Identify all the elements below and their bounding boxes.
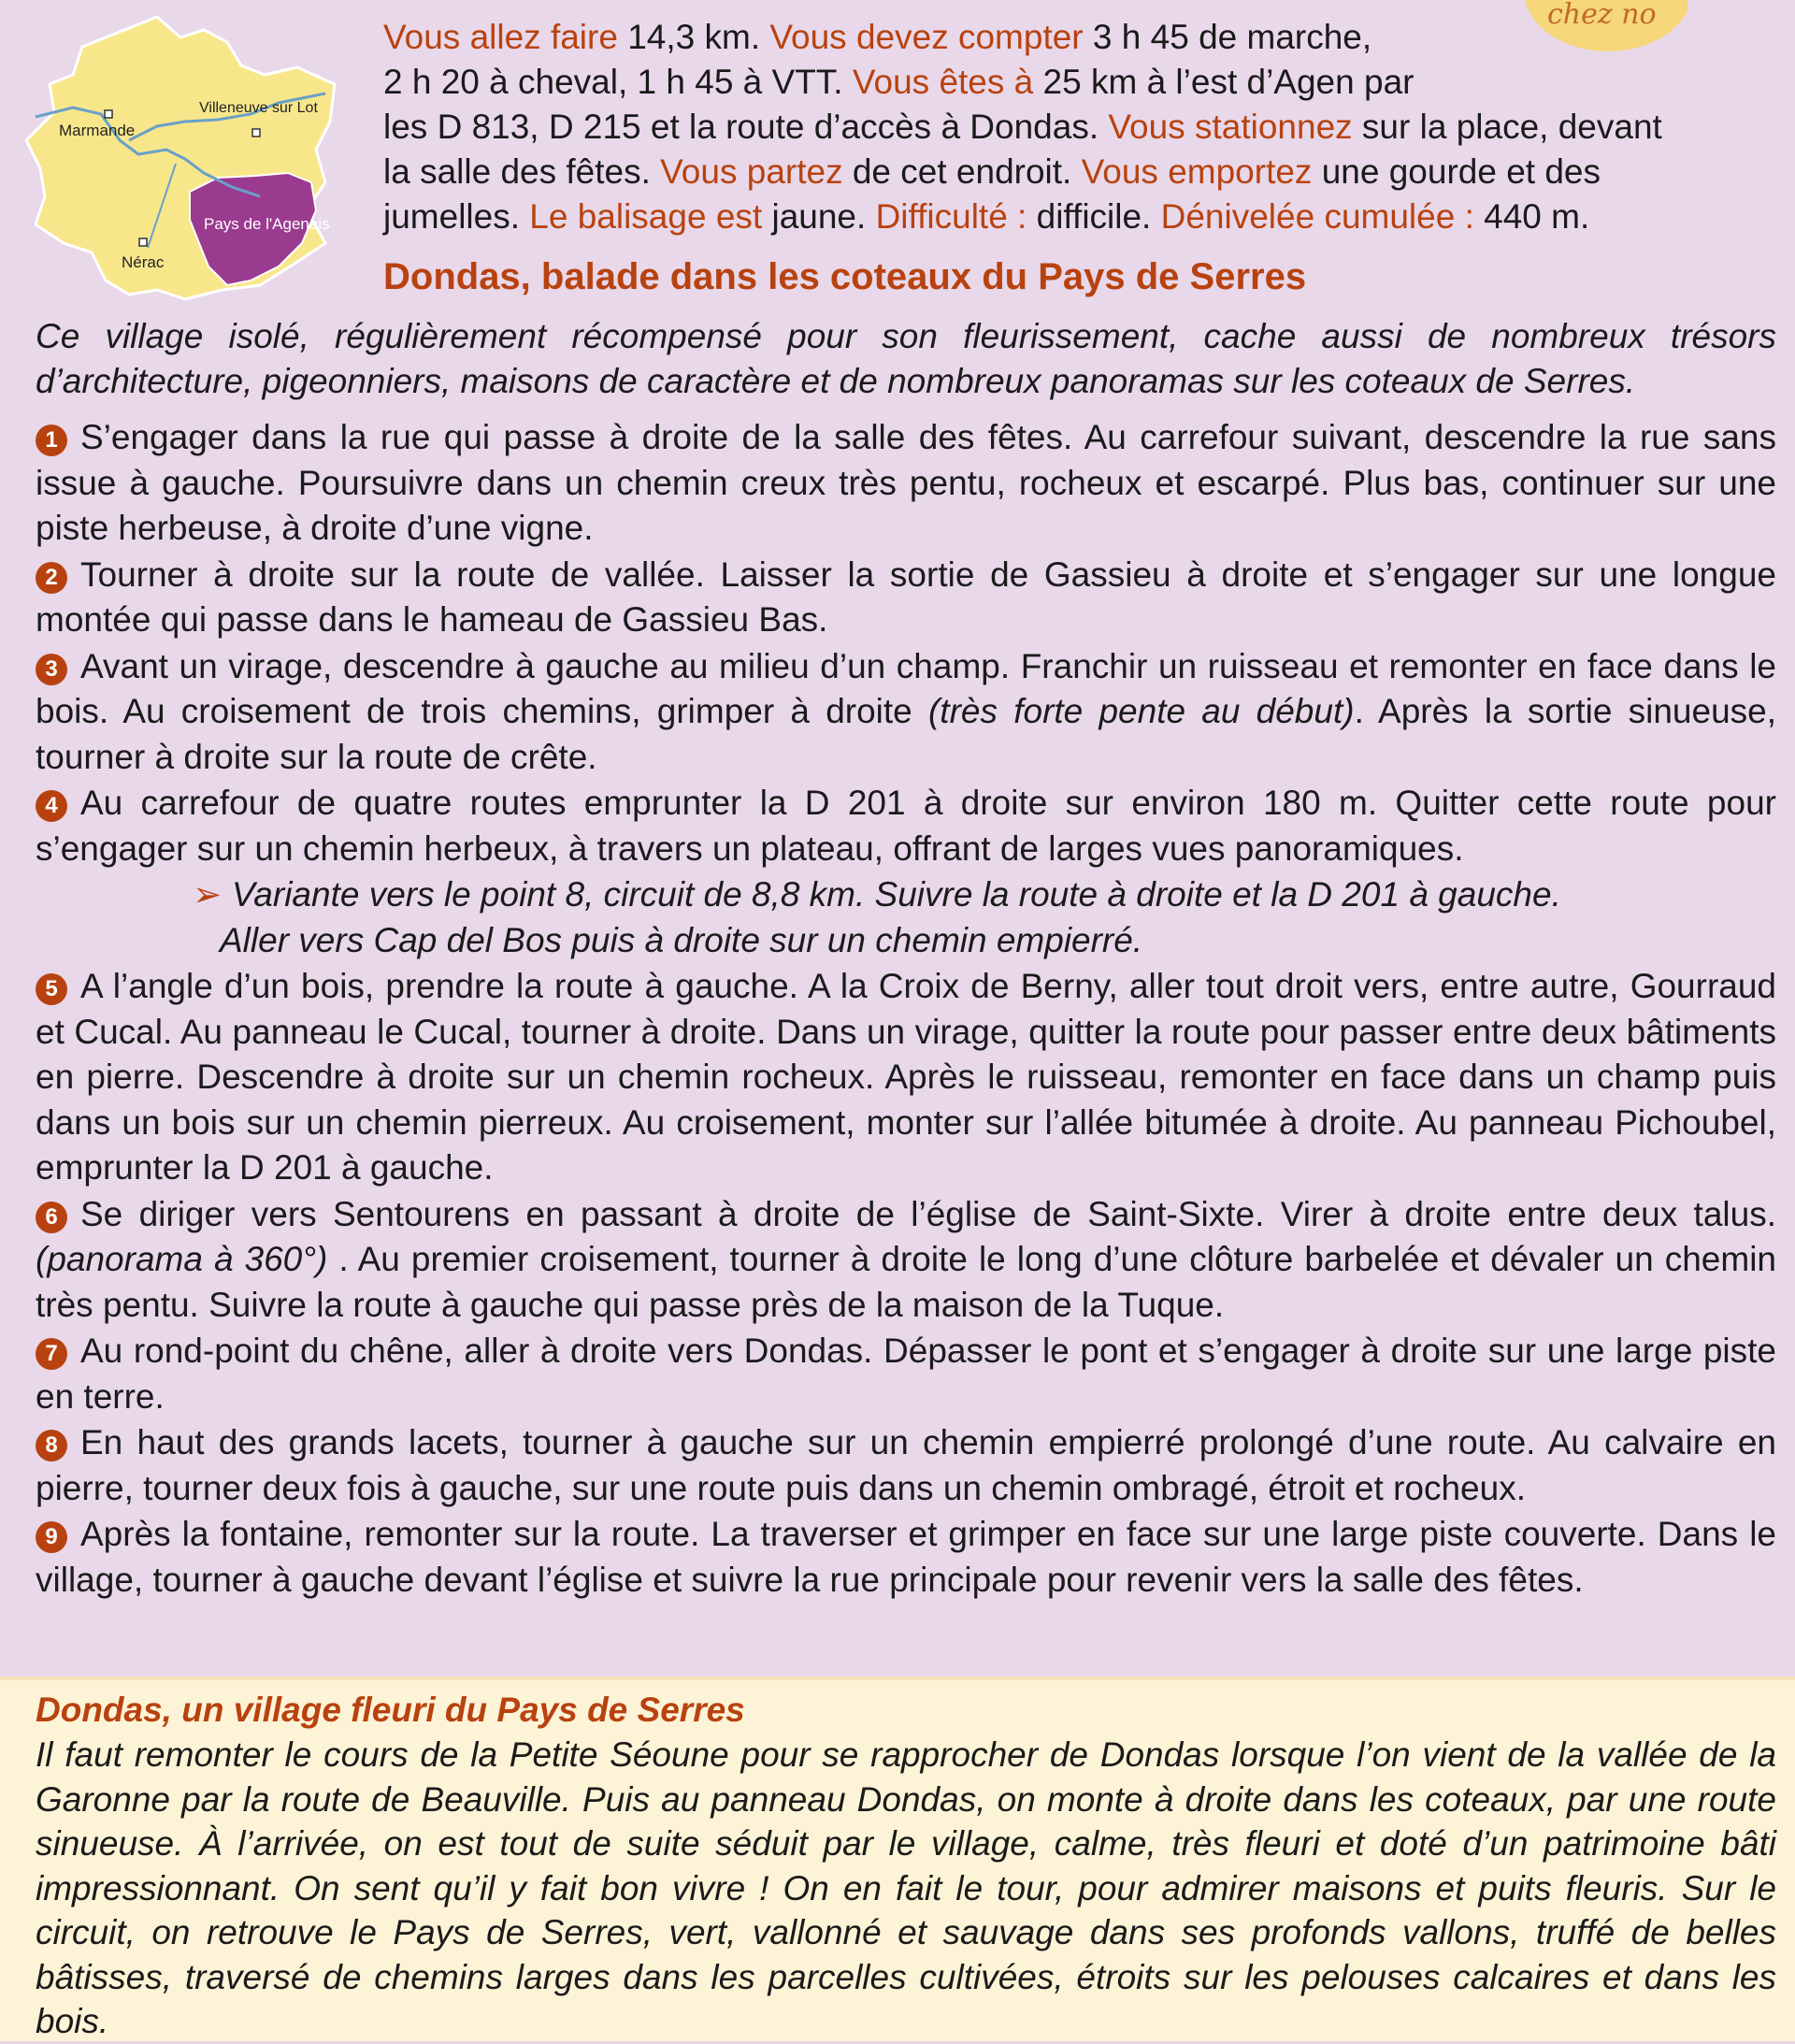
- page-title: Dondas, balade dans les coteaux du Pays de Serres: [383, 256, 1307, 297]
- info-segment: Vous emportez: [1081, 152, 1313, 191]
- stamp-logo: [1519, 0, 1687, 61]
- marmande-marker: [105, 110, 112, 118]
- arrow-right-icon: ➢: [193, 875, 223, 914]
- step-number-icon: 6: [36, 1202, 67, 1233]
- info-segment: difficile.: [1027, 197, 1161, 236]
- map-label-villeneuve: Villeneuve sur Lot: [199, 100, 318, 116]
- info-line-5: [383, 194, 1776, 239]
- info-segment: jaune.: [762, 197, 876, 236]
- department-map: [17, 9, 353, 309]
- info-line-4: [383, 150, 1776, 194]
- variant-note: [194, 872, 1776, 963]
- step-text: Tourner à droite sur la route de vallée. Laisser la sortie de Gassieu à droite et s’engager sur une longue montée qui passe dans le hameau de Gassieu Bas.: [36, 554, 1776, 639]
- info-segment: Vous êtes à: [852, 63, 1034, 101]
- step-text: Se diriger vers Sentourens en passant à droite de l’église de Saint-Sixte. Virer à droite entre deux talus.: [80, 1194, 1776, 1233]
- step-text: S’engager dans la rue qui passe à droite de la salle des fêtes. Au carrefour suivant, descendre la rue sans issue à gauche. Poursuivre dans un chemin creux très pentu, rocheux et escarpé. Plus bas, continuer sur une piste herbeuse, à droite d’une vigne.: [36, 418, 1776, 547]
- map-label-marmande: Marmande: [59, 122, 136, 139]
- step-7: [36, 1329, 1776, 1419]
- step-number-icon: 7: [36, 1338, 67, 1370]
- step-text-after: . Après la sortie sinueuse, tourner à droite sur la route de crête.: [36, 692, 1777, 776]
- info-segment: 14,3 km.: [617, 18, 770, 56]
- step-5: [36, 964, 1776, 1191]
- variant-line-2: Aller vers Cap del Bos puis à droite sur un chemin empierré.: [220, 920, 1143, 959]
- info-segment: 25 km à l’est d’Agen par: [1033, 63, 1414, 101]
- info-segment: les D 813, D 215 et la route d’accès à Dondas.: [383, 108, 1109, 146]
- info-segment: Vous devez compter: [769, 18, 1084, 56]
- info-line-2: [383, 60, 1776, 105]
- step-number-icon: 5: [36, 973, 67, 1005]
- info-segment: la salle des fêtes.: [383, 152, 661, 191]
- intro-text: Ce village isolé, régulièrement récompensé pour son fleurissement, cache aussi de nombreux trésors d’architecture, pigeonniers, maisons de caractère et de nombreux panoramas sur les coteaux de Serres.: [36, 317, 1776, 400]
- map-label-nerac: Nérac: [122, 253, 165, 271]
- step-2: [36, 553, 1776, 643]
- map-label-pays: Pays de l'Agenais: [204, 215, 330, 233]
- stamp-text: chez no: [1547, 0, 1657, 31]
- step-text: Au carrefour de quatre routes emprunter la D 201 à droite sur environ 180 m. Quitter cette route pour s’engager sur un chemin herbeux, à travers un plateau, offrant de larges vues panoramiques.: [36, 784, 1776, 868]
- step-text: Au rond-point du chêne, aller à droite vers Dondas. Dépasser le pont et s’engager à droite sur une large piste en terre.: [36, 1331, 1776, 1416]
- info-segment: jumelles.: [383, 197, 530, 236]
- step-number-icon: 9: [36, 1521, 67, 1553]
- step-emphasis: (panorama à 360°): [36, 1240, 328, 1278]
- info-segment: Vous partez: [660, 152, 843, 191]
- step-text: Avant un virage, descendre à gauche au milieu d’un champ. Franchir un ruisseau et remonter en face dans le bois. Au croisement de trois chemins, grimper à droite: [36, 646, 1776, 730]
- step-number-icon: 8: [36, 1430, 67, 1461]
- box-title: Dondas, un village fleuri du Pays de Serres: [36, 1691, 745, 1729]
- info-segment: 440 m.: [1473, 197, 1590, 236]
- info-segment: sur la place, devant: [1352, 108, 1662, 146]
- step-emphasis: (très forte pente au début): [927, 692, 1355, 730]
- step-text: En haut des grands lacets, tourner à gauche sur un chemin empierré prolongé d’une route. Au calvaire en pierre, tourner deux fois à gauche, sur une route puis dans un chemin ombragé, étroit et rocheux.: [36, 1423, 1776, 1507]
- info-line-3: [383, 105, 1776, 150]
- step-text: Après la fontaine, remonter sur la route. La traverser et grimper en face sur une large piste couverte. Dans le village, tourner à gauche devant l’église et suivre la rue principale pour revenir vers la salle des fêtes.: [36, 1515, 1776, 1599]
- step-3: [36, 644, 1776, 781]
- step-text: A l’angle d’un bois, prendre la route à gauche. A la Croix de Berny, aller tout droit vers, entre autre, Gourraud et Cucal. Au panneau le Cucal, tourner à droite. Dans un virage, quitter la route pour passer entre deux bâtiments en pierre. Descendre à droite sur un chemin rocheux. Après le ruisseau, remonter en face dans un champ puis dans un bois sur un chemin pierreux. Au croisement, monter sur l’allée bitumée à droite. Au panneau Pichoubel, emprunter la D 201 à gauche.: [36, 967, 1776, 1187]
- variant-line-1: Variante vers le point 8, circuit de 8,8 km. Suivre la route à droite et la D 201 à gauche.: [232, 875, 1561, 914]
- village-info-box: [0, 1677, 1795, 2041]
- info-segment: 3 h 45 de marche,: [1083, 18, 1372, 56]
- info-segment: Vous allez faire: [383, 18, 618, 56]
- step-6: [36, 1192, 1776, 1329]
- info-segment: de cet endroit.: [842, 152, 1082, 191]
- info-segment: Dénivelée cumulée :: [1160, 197, 1474, 236]
- step-4: [36, 781, 1776, 871]
- step-text-after: . Au premier croisement, tourner à droite le long d’une clôture barbelée et dévaler un chemin très pentu. Suivre la route à gauche qui passe près de la maison de la Tuque.: [36, 1240, 1776, 1324]
- step-number-icon: 4: [36, 790, 67, 822]
- villeneuve-marker: [252, 129, 260, 137]
- info-segment: une gourde et des: [1312, 152, 1601, 191]
- info-segment: 2 h 20 à cheval, 1 h 45 à VTT.: [383, 63, 853, 101]
- route-steps: [36, 415, 1776, 1604]
- nerac-marker: [139, 238, 147, 246]
- step-number-icon: 3: [36, 654, 67, 685]
- info-segment: Le balisage est: [529, 197, 763, 236]
- info-segment: Vous stationnez: [1108, 108, 1353, 146]
- step-1: [36, 415, 1776, 552]
- step-number-icon: 2: [36, 562, 67, 594]
- box-text: Il faut remonter le cours de la Petite Séoune pour se rapprocher de Dondas lorsque l’on vient de la vallée de la Garonne par la route de Beauville. Puis au panneau Dondas, on monte à droite dans les coteaux, par une route sinueuse. À l’arrivée, on est tout de suite séduit par le village, calme, très fleuri et doté d’un patrimoine bâti impressionnant. On sent qu’il y fait bon vivre ! On en fait le tour, pour admirer maisons et puits fleuris. Sur le circuit, on retrouve le Pays de Serres, vert, vallonné et sauvage dans ses profonds vallons, truffé de belles bâtisses, traversé de chemins larges dans les parcelles cultivées, étroits sur les pelouses calcaires et dans les bois.: [36, 1735, 1776, 2040]
- info-segment: Difficulté :: [875, 197, 1027, 236]
- step-number-icon: 1: [36, 425, 67, 456]
- step-9: [36, 1512, 1776, 1603]
- step-8: [36, 1420, 1776, 1511]
